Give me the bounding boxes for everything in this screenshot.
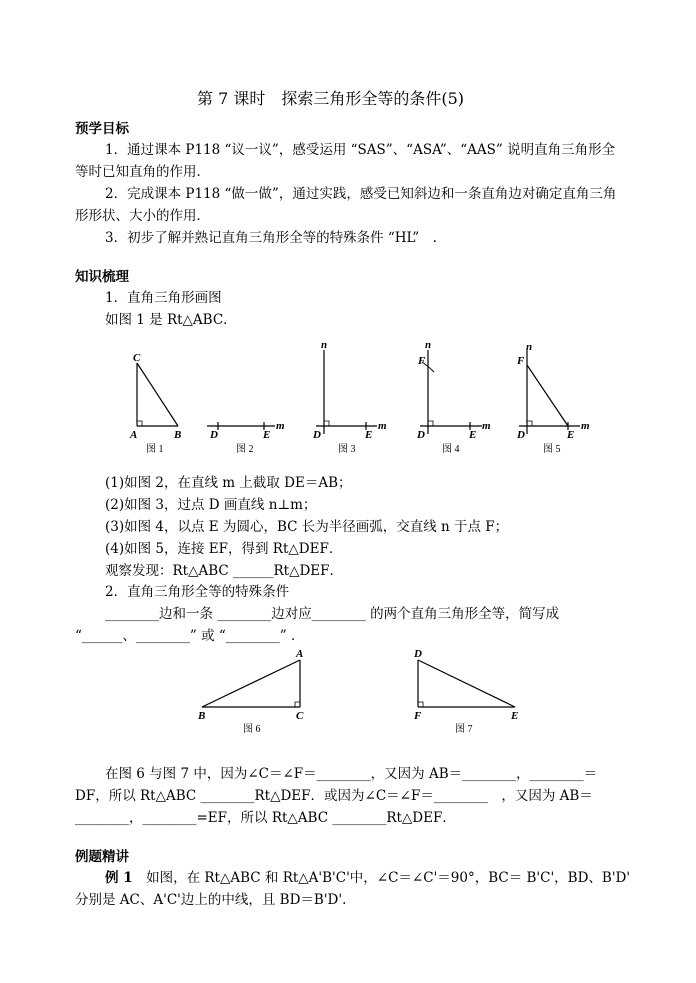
preview-heading: 预学目标 <box>75 121 129 137</box>
preview-item-1-line-2: 等时已知直角的作用． <box>75 164 210 180</box>
knowledge-heading: 知识梳理 <box>75 269 129 285</box>
fig2-caption: 图 2 <box>236 444 254 455</box>
fig3-label-m: m <box>378 420 387 432</box>
observe-line: 观察发现：Rt△ABC ______Rt△DEF． <box>105 563 344 579</box>
fig5-label-F: F <box>517 355 525 367</box>
preview-item-2-line-1: 2．完成课本 P118 “做一做”，通过实践，感受已知斜边和一条直角边对确定直角三角 <box>105 186 617 202</box>
figure-4 <box>420 350 482 434</box>
fig4-caption: 图 4 <box>442 444 460 455</box>
figure-1 <box>137 363 178 426</box>
step-2: (2)如图 3，过点 D 画直线 n⊥m； <box>105 497 317 513</box>
fig6-label-C: C <box>296 710 304 722</box>
example-1-line-2: 分别是 AC、A'C'边上的中线，且 BD＝B'D'. <box>75 892 347 908</box>
preview-item-2-line-2: 形形状、大小的作用． <box>75 208 210 224</box>
fig4-label-E: E <box>469 429 477 441</box>
fig6-label-A: A <box>296 648 304 660</box>
fig4-label-F: F <box>418 355 426 367</box>
figure-3 <box>316 350 377 434</box>
fig4-label-m: m <box>482 420 491 432</box>
fig5-label-m: m <box>581 420 590 432</box>
figure-2 <box>207 422 275 430</box>
condition-line-2: “______、________” 或 “________” ． <box>75 628 305 644</box>
fig2-label-D: D <box>210 429 218 441</box>
fig2-label-m: m <box>276 420 285 432</box>
example-1-label: 例 1 <box>105 870 133 886</box>
step-1: (1)如图 2，在直线 m 上截取 DE＝AB； <box>105 475 352 491</box>
fig67-paragraph-line-1: 在图 6 与图 7 中，因为∠C＝∠F＝________，又因为 AB＝________，________＝ <box>105 766 598 782</box>
condition-line-1: ________边和一条 ________边对应________ 的两个直角三角形全等，简写成 <box>105 606 560 622</box>
preview-item-3: 3．初步了解并熟记直角三角形全等的特殊条件 “HL” . <box>105 230 437 246</box>
page-title: 第 7 课时 探索三角形全等的条件(5) <box>197 89 465 108</box>
knowledge-sub-2: 2．直角三角形全等的特殊条件 <box>105 584 290 600</box>
example-1-text-line-1: 如图，在 Rt△ABC 和 Rt△A'B'C'中，∠C＝∠C'＝90°，BC＝ B'C'，BD、B'D' <box>132 870 631 886</box>
fig3-caption: 图 3 <box>338 444 356 455</box>
fig4-label-D: D <box>417 429 425 441</box>
example-1-line-1 <box>105 869 630 887</box>
step-3: (3)如图 4，以点 E 为圆心，BC 长为半径画弧，交直线 n 于点 F； <box>105 519 509 535</box>
fig1-label-A: A <box>130 429 138 441</box>
fig1-caption: 图 1 <box>146 444 164 455</box>
fig2-label-E: E <box>263 429 271 441</box>
fig1-label-B: B <box>174 429 182 441</box>
fig7-label-E: E <box>511 710 519 722</box>
knowledge-intro: 如图 1 是 Rt△ABC． <box>105 312 237 328</box>
fig6-label-B: B <box>198 710 206 722</box>
fig7-label-D: D <box>414 648 422 660</box>
step-4: (4)如图 5，连接 EF，得到 Rt△DEF． <box>105 541 343 557</box>
knowledge-sub-1: 1．直角三角形画图 <box>105 290 222 306</box>
fig5-label-D: D <box>517 429 525 441</box>
fig3-label-D: D <box>313 429 321 441</box>
fig3-label-n: n <box>321 339 328 351</box>
fig5-label-E: E <box>567 429 575 441</box>
examples-heading: 例题精讲 <box>75 849 129 865</box>
figure-5 <box>519 350 580 434</box>
fig6-caption: 图 6 <box>243 724 261 735</box>
figure-7 <box>418 660 515 707</box>
fig67-paragraph-line-3: ________，________=EF，所以 Rt△ABC ________Rt△DEF． <box>75 810 456 826</box>
preview-item-1-line-1: 1．通过课本 P118 “议一议”，感受运用 “SAS”、“ASA”、“AAS” 说明直角三角形全 <box>105 142 616 158</box>
figure-6 <box>202 660 300 707</box>
fig1-label-C: C <box>133 352 141 364</box>
fig4-label-n: n <box>425 339 432 351</box>
fig3-label-E: E <box>365 429 373 441</box>
fig67-paragraph-line-2: DF，所以 Rt△ABC ________Rt△DEF．或因为∠C＝∠F＝________ ，又因为 AB＝ <box>75 788 593 804</box>
fig7-label-F: F <box>414 710 422 722</box>
fig5-label-n: n <box>526 341 533 353</box>
fig7-caption: 图 7 <box>455 724 473 735</box>
fig5-caption: 图 5 <box>543 444 561 455</box>
